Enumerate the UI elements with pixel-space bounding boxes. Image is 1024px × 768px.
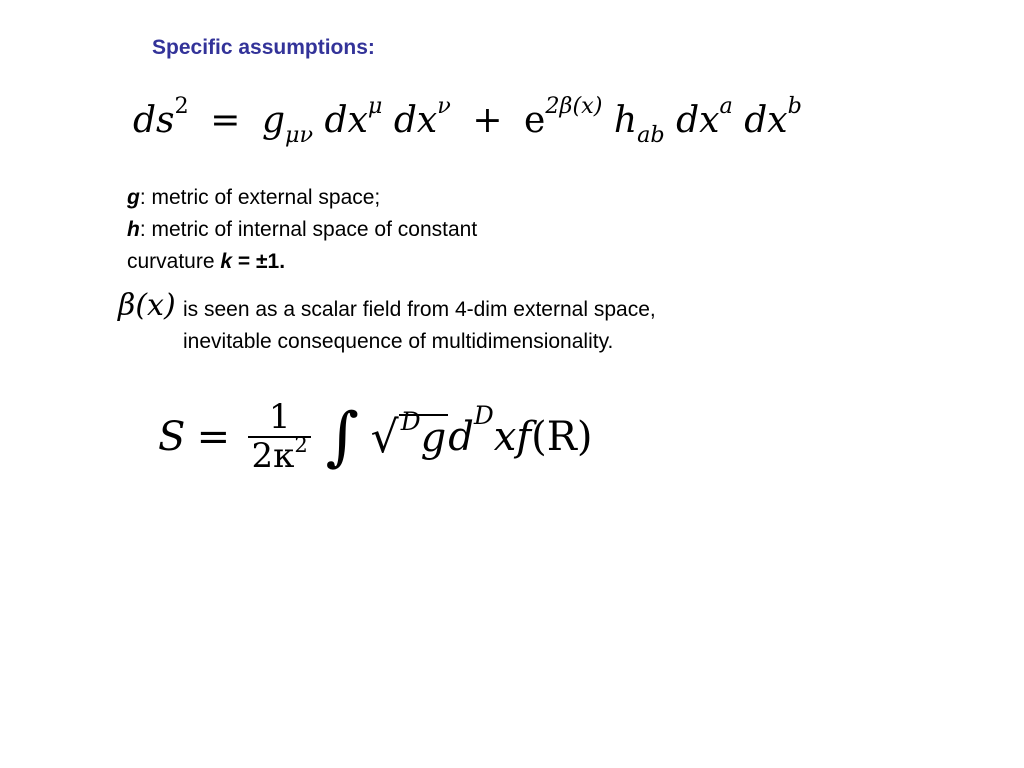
dx-sup-nu: ν (437, 93, 451, 120)
h-description: : metric of internal space of constant (139, 218, 478, 241)
sqrt-g: g (420, 415, 447, 461)
g-subscript: μν (285, 122, 314, 149)
h-subscript: ab (637, 122, 665, 149)
denominator-base: 2κ (251, 436, 295, 476)
integral-sign: ∫ (325, 400, 359, 474)
metric-lhs: ds (133, 100, 175, 141)
metric-lhs-exp: 2 (174, 93, 189, 120)
action-lhs: S (158, 414, 186, 460)
fraction (248, 396, 311, 476)
dx-sup-mu: μ (367, 93, 383, 120)
sqrt-superscript: D (400, 406, 421, 436)
dx-term: dx (393, 100, 438, 141)
h-label: h (127, 218, 140, 241)
function-f: f (516, 414, 532, 460)
k-label: k (220, 250, 233, 273)
action-equation (158, 392, 592, 482)
metric-equation (133, 93, 802, 149)
function-arg: (R) (531, 414, 593, 460)
dx-sup-b: b (787, 93, 802, 120)
fraction-denominator (248, 432, 311, 476)
square-root (370, 406, 449, 463)
dx-term: dx (744, 100, 788, 141)
dx-sup-a: a (719, 93, 733, 120)
beta-line-1: is seen as a scalar field from 4-dim external space, (183, 298, 656, 321)
dx-term: dx (324, 100, 368, 141)
h-symbol: h (613, 100, 638, 141)
g-description: : metric of external space; (139, 186, 381, 209)
g-label: g (127, 186, 140, 209)
curvature-label: curvature (127, 250, 221, 273)
radical-sign: √ (370, 412, 399, 463)
beta-symbol-text: β(x) (118, 288, 176, 323)
slide-title: Specific assumptions: (152, 36, 375, 59)
definition-curvature (127, 246, 477, 278)
g-symbol: g (261, 100, 286, 141)
equals-sign: = (196, 414, 231, 460)
definition-g (127, 182, 477, 214)
k-value: = ±1. (232, 250, 286, 273)
beta-symbol (118, 288, 176, 323)
beta-line-2: inevitable consequence of multidimensionality. (183, 330, 614, 353)
denominator-exp: 2 (294, 432, 308, 458)
exp-superscript: 2β(x) (545, 93, 603, 120)
definitions-block (127, 182, 477, 278)
dx-term: dx (676, 100, 720, 141)
definition-h (127, 214, 477, 246)
fraction-numerator: 1 (268, 396, 291, 437)
measure-d-sup: D (473, 401, 494, 431)
radicand (399, 406, 449, 461)
measure-d: d (448, 414, 474, 460)
beta-description (183, 294, 656, 358)
equals-sign: = (210, 100, 241, 141)
exp-e: e (524, 100, 546, 141)
plus-sign: + (472, 100, 503, 141)
measure-x: x (493, 414, 517, 460)
